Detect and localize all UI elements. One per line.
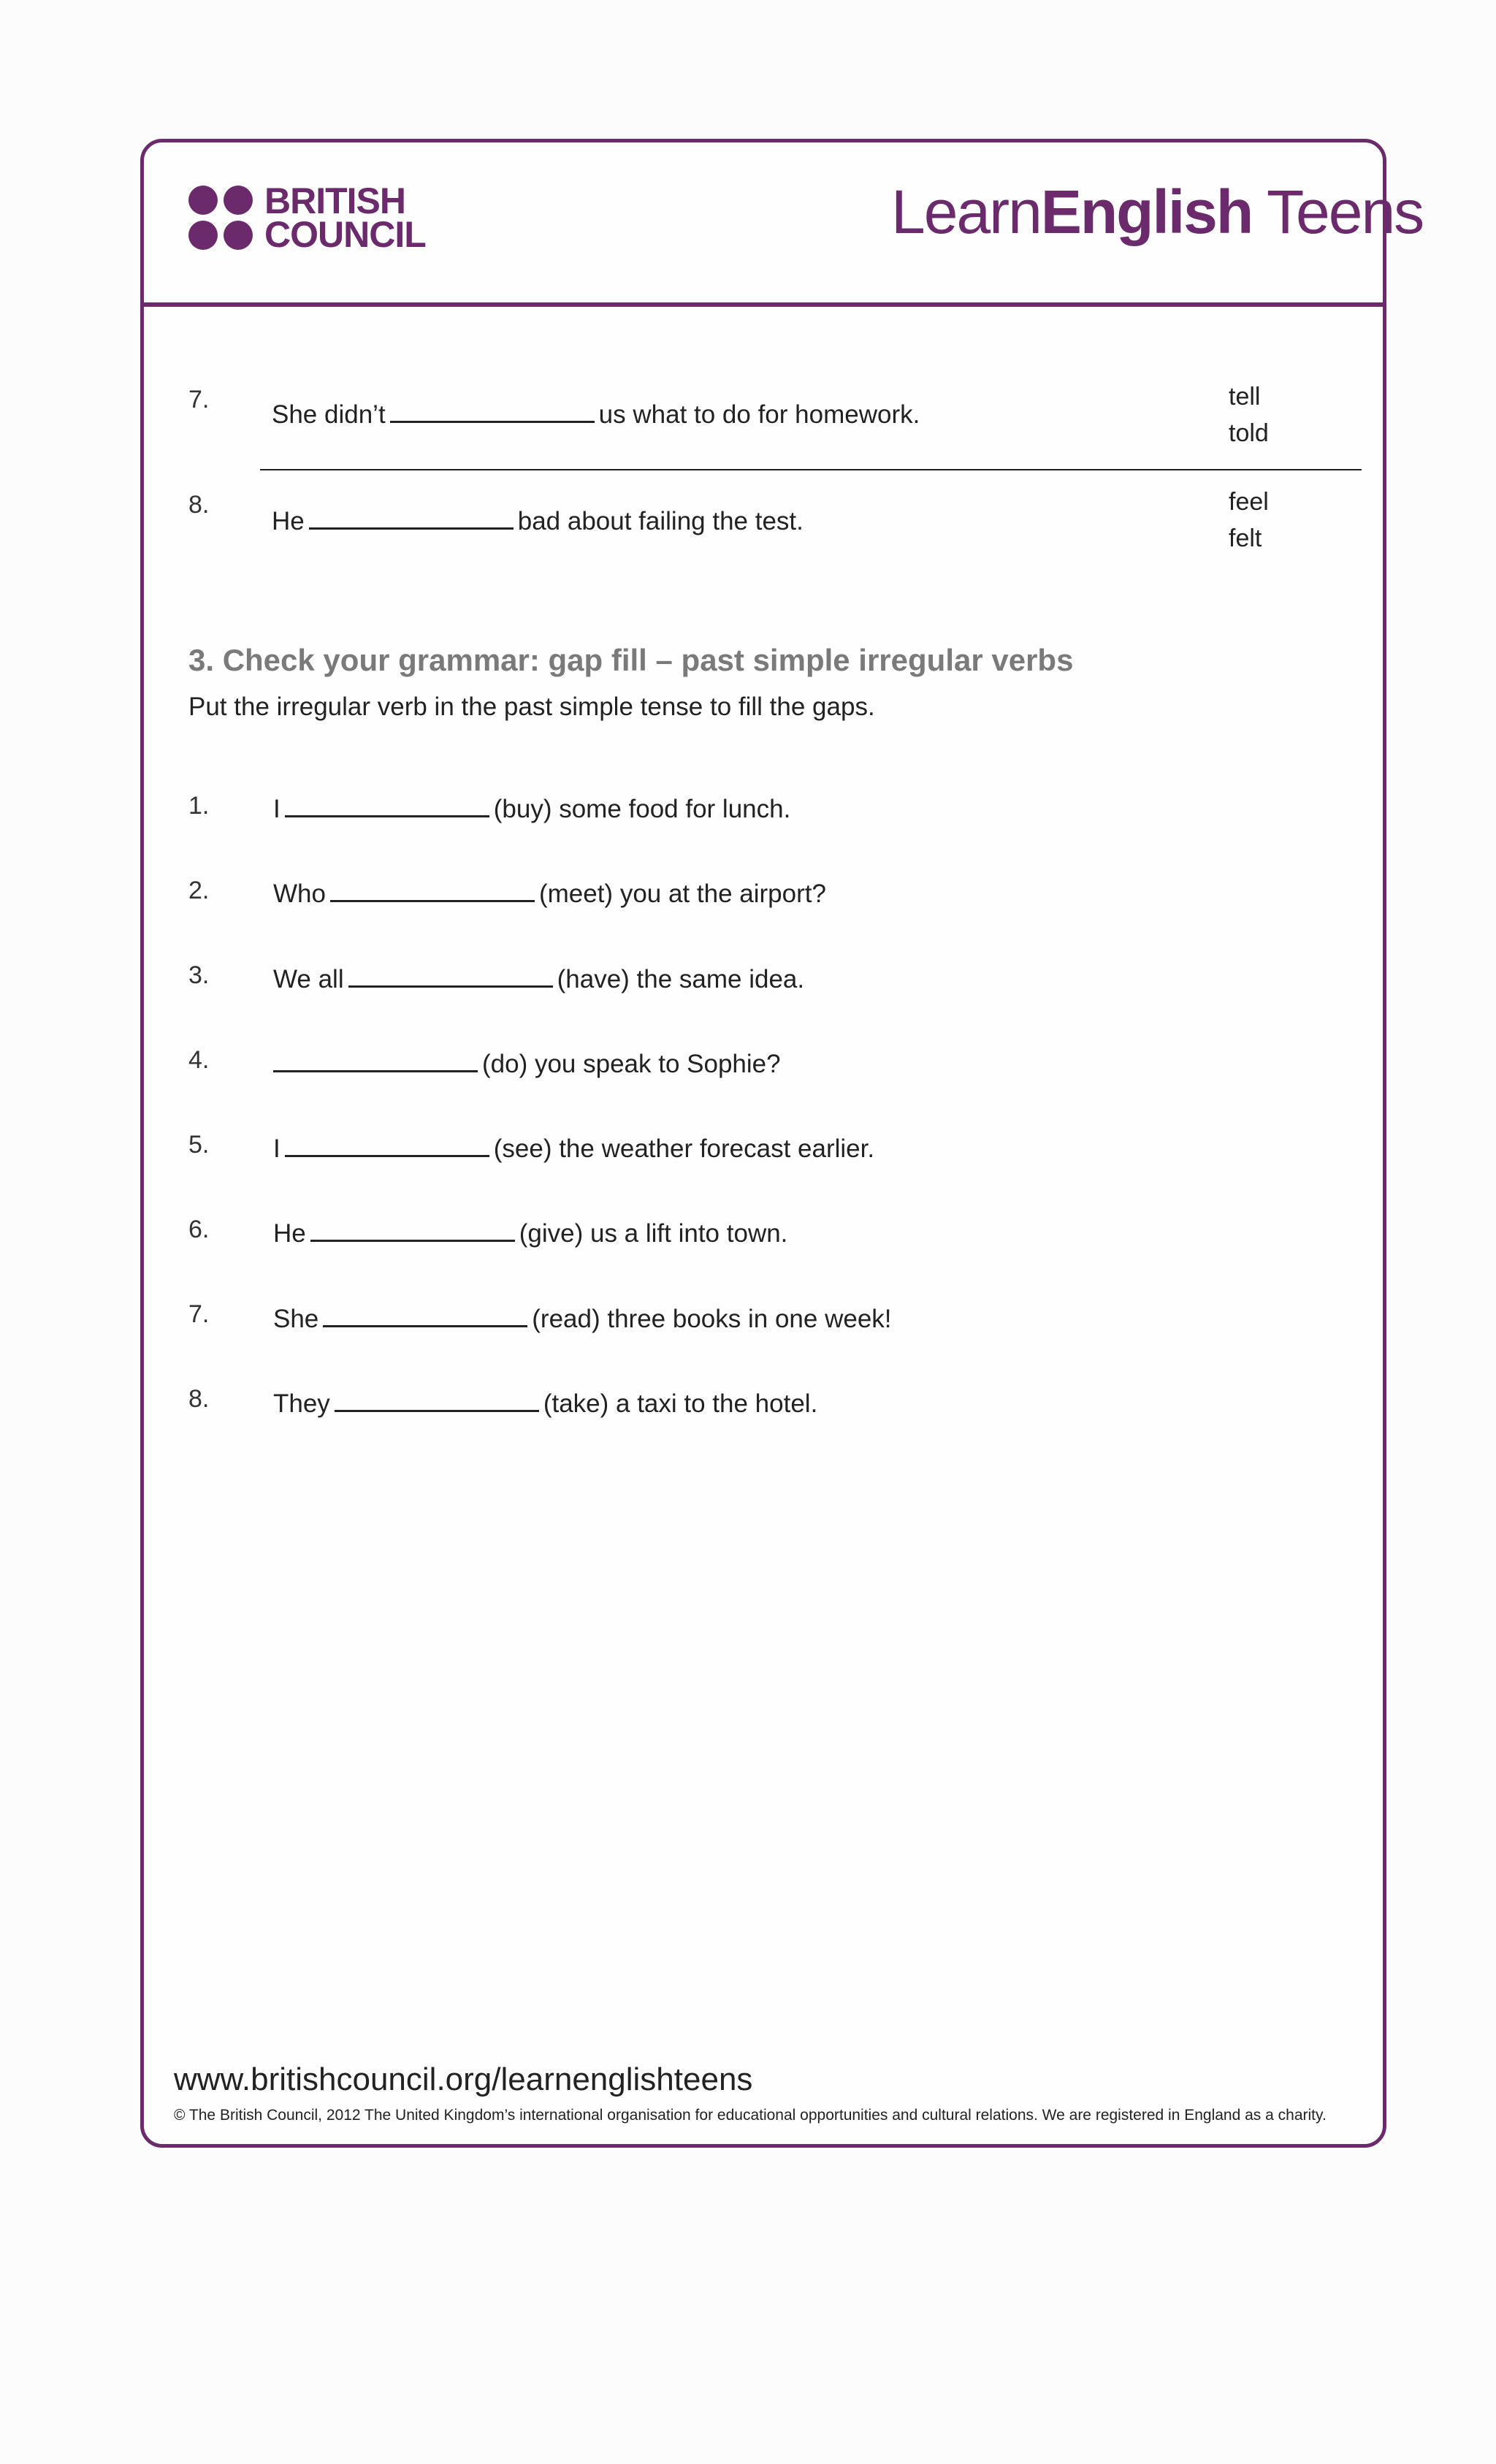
item-number: 3. xyxy=(188,961,210,989)
row-divider xyxy=(260,469,1362,470)
section-instruction: Put the irregular verb in the past simple tense to fill the gaps. xyxy=(188,693,875,721)
bc-logo-line2: COUNCIL xyxy=(264,214,426,255)
option-list: feel felt xyxy=(1229,488,1269,552)
exercise-sentence: She (read) three books in one week! xyxy=(273,1305,892,1333)
answer-blank[interactable] xyxy=(330,880,535,902)
option-list: tell told xyxy=(1229,383,1269,447)
item-number: 5. xyxy=(188,1131,210,1159)
exercise-sentence: I (see) the weather forecast earlier. xyxy=(273,1134,875,1163)
item-number: 2. xyxy=(188,877,210,904)
item-number: 4. xyxy=(188,1046,210,1074)
answer-blank[interactable] xyxy=(323,1305,527,1327)
item-number: 7. xyxy=(188,1300,210,1328)
item-number: 1. xyxy=(188,792,210,820)
exercise-sentence: They (take) a taxi to the hotel. xyxy=(273,1389,818,1418)
learnenglish-teens-logo: LearnEnglish Teens xyxy=(891,178,1424,246)
exercise-sentence: I (buy) some food for lunch. xyxy=(273,795,791,823)
copyright-notice: © The British Council, 2012 The United Kingdom’s international organisation for educational opportunities and cultural relations. We are registered in England as a charity. xyxy=(174,2107,1327,2124)
bc-logo-line1: BRITISH xyxy=(264,180,405,221)
exercise-sentence: We all (have) the same idea. xyxy=(273,965,805,993)
answer-blank[interactable] xyxy=(273,1050,478,1072)
answer-blank[interactable] xyxy=(285,795,489,817)
answer-blank[interactable] xyxy=(285,1134,489,1157)
exercise-sentence: She didn’t us what to do for homework. xyxy=(272,400,920,429)
answer-blank[interactable] xyxy=(309,507,514,530)
british-council-dots-icon xyxy=(188,186,253,250)
item-number: 7. xyxy=(188,386,210,413)
section-title: 3. Check your grammar: gap fill – past simple irregular verbs xyxy=(188,643,1074,677)
exercise-sentence: He (give) us a lift into town. xyxy=(273,1219,788,1248)
header-divider xyxy=(140,302,1386,307)
answer-blank[interactable] xyxy=(348,965,553,988)
exercise-sentence: (do) you speak to Sophie? xyxy=(273,1050,781,1079)
answer-blank[interactable] xyxy=(310,1219,515,1242)
exercise-sentence: He bad about failing the test. xyxy=(272,507,804,535)
item-number: 8. xyxy=(188,491,210,519)
item-number: 6. xyxy=(188,1216,210,1243)
item-number: 8. xyxy=(188,1385,210,1413)
exercise-sentence: Who (meet) you at the airport? xyxy=(273,880,826,908)
answer-blank[interactable] xyxy=(335,1389,539,1412)
answer-blank[interactable] xyxy=(390,400,595,423)
footer-url[interactable]: www.britishcouncil.org/learnenglishteens xyxy=(174,2061,753,2097)
british-council-logo xyxy=(188,180,426,255)
